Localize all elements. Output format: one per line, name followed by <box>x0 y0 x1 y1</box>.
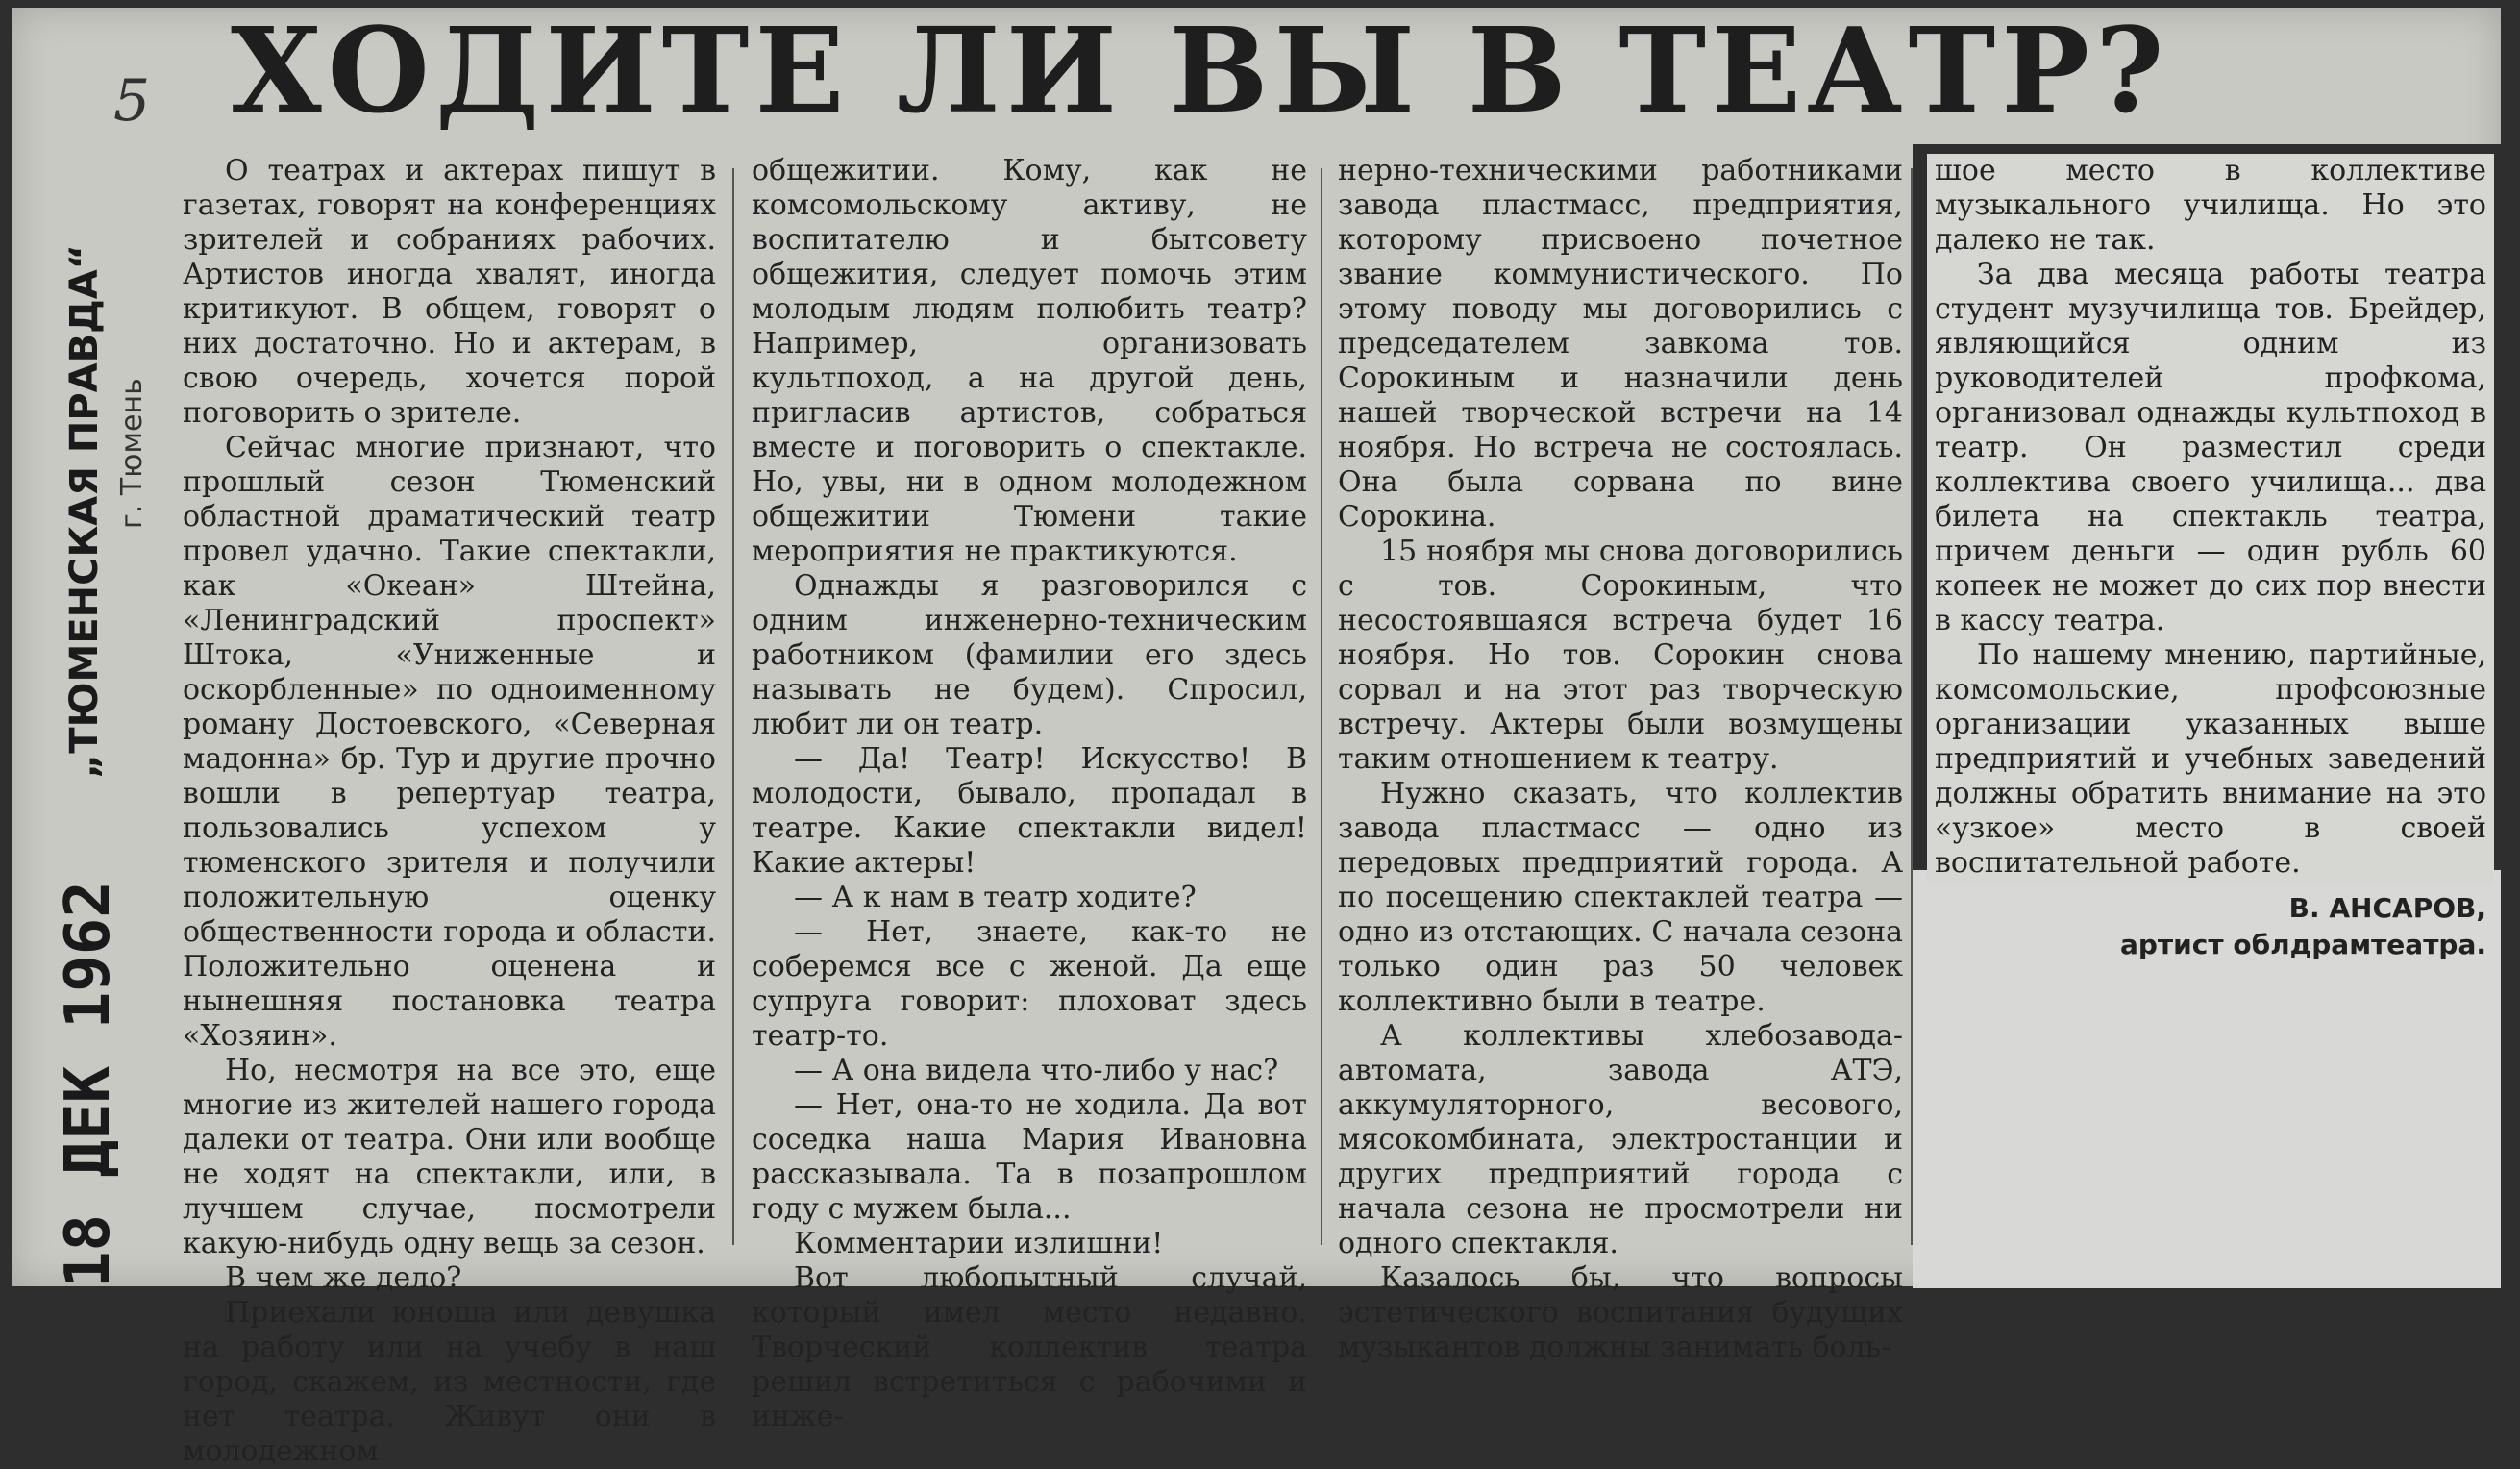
article-column-4 <box>1927 154 2494 960</box>
paragraph: Вот любопытный случай, который имел место недавно. Творческий коллектив театра решил встретиться с рабочими и инже- <box>752 1261 1307 1433</box>
date-stamp: 18 ДЕК 1962 <box>53 881 124 1288</box>
paragraph: О театрах и актерах пишут в газетах, говорят на конференциях зрителей и собраниях рабочих. Артистов иногда хвалят, иногда критикуют. В общем, говорят о них достаточно. Но и актерам, в свою очередь, хочется порой поговорить о зрителе. <box>183 154 716 430</box>
column-rule <box>1911 168 1913 1245</box>
paragraph: — А она видела что-либо у нас? <box>794 1054 1279 1087</box>
article-column-1 <box>183 154 716 1468</box>
paragraph: Комментарии излишни! <box>794 1227 1164 1260</box>
article-column-2 <box>752 154 1307 1433</box>
paragraph: нерно-техническими работниками завода пластмасс, предприятия, которому присвоено почетное звание коммунистического. По этому поводу мы договорились с председателем завкома тов. Сорокиным и назначили день нашей творческой встречи на 14 ноября. Но встреча не состоялась. Она была сорвана по вине Сорокина. <box>1338 154 1903 534</box>
handwritten-page-number: 5 <box>113 67 151 135</box>
column-rule <box>1321 168 1322 1245</box>
paragraph: — А к нам в театр ходите? <box>794 881 1197 914</box>
paragraph: Казалось бы, что вопросы эстетического воспитания будущих музыкантов должны занимать боль- <box>1338 1261 1903 1364</box>
paragraph: — Да! Театр! Искусство! В молодости, бывало, пропадал в театре. Какие спектакли видел! Какие актеры! <box>752 742 1307 880</box>
paragraph: За два месяца работы театра студент музучилища тов. Брейдер, являющийся одним из руководителей профкома, организовал однажды культпоход в театр. Он разместил среди коллектива своего училища... два билета на спектакль театра, причем деньги — один рубль 60 копеек не может до сих пор внести в кассу театра. <box>1935 258 2486 637</box>
paragraph: 15 ноября мы снова договорились с тов. Сорокиным, что несостоявшаяся встреча будет 16 ноября. Но тов. Сорокин снова сорвал и на этот раз творческую встречу. Актеры были возмущены таким отношением к театру. <box>1338 535 1903 776</box>
paragraph: А коллективы хлебозавода-автомата, завода АТЭ, аккумуляторного, весового, мясокомбината, электростанции и других предприятий города с начала сезона не просмотрели ни одного спектакля. <box>1338 1019 1903 1260</box>
city-stamp: г. Тюмень <box>115 378 149 529</box>
paragraph: общежитии. Кому, как не комсомольскому активу, не воспитателю и бытсовету общежития, следует помочь этим молодым людям полюбить театр? Например, организовать культпоход, а на другой день, пригласив артистов, собраться вместе и поговорить о спектакле. Но, увы, ни в одном молодежном общежитии Тюмени такие мероприятия не практикуются. <box>752 154 1307 568</box>
author-signature <box>1935 890 2486 963</box>
article-column-3 <box>1338 154 1903 1364</box>
headline: ХОДИТЕ ЛИ ВЫ В ТЕАТР? <box>231 1 2170 139</box>
paragraph: По нашему мнению, партийные, комсомольские, профсоюзные организации указанных выше предприятий и учебных заведений должны обратить внимание на это «узкое» место в своей воспитательной работе. <box>1935 638 2486 880</box>
paragraph: В чем же дело? <box>225 1261 462 1295</box>
paragraph: Однажды я разговорился с одним инженерно-техническим работником (фамилии его здесь называть не будем). Спросил, любит ли он театр. <box>752 569 1307 741</box>
column-rule <box>732 168 734 1245</box>
paragraph: — Нет, она-то не ходила. Да вот соседка наша Мария Ивановна рассказывала. Та в позапрошлом году с мужем была... <box>752 1088 1307 1226</box>
paragraph: Сейчас многие признают, что прошлый сезон Тюменский областной драматический театр провел удачно. Такие спектакли, как «Океан» Штейна, «Ленинградский проспект» Штока, «Униженные и оскорбленные» по одноименному роману Достоевского, «Северная мадонна» бр. Тур и другие прочно вошли в репертуар театра, пользовались успехом у тюменского зрителя и получили положительную оценку общественности города и области. Положительно оценена и нынешняя постановка театра «Хозяин». <box>183 431 716 1053</box>
author-name: В. АНСАРОВ, <box>2288 892 2486 924</box>
source-stamp: „ТЮМЕНСКАЯ ПРАВДА“ <box>62 244 107 779</box>
paragraph: — Нет, знаете, как-то не соберемся все с женой. Да еще супруга говорит: плоховат здесь театр-то. <box>752 915 1307 1053</box>
paragraph: шое место в коллективе музыкального училища. Но это далеко не так. <box>1935 154 2486 257</box>
paragraph: Нужно сказать, что коллектив завода пластмасс — одно из передовых предприятий города. А по посещению спектаклей театра — одно из отстающих. С начала сезона только один раз 50 человек коллективно были в театре. <box>1338 777 1903 1018</box>
author-role: артист облдрамтеатра. <box>2119 929 2486 960</box>
paragraph: Но, несмотря на все это, еще многие из жителей нашего города далеки от театра. Они или вообще не ходят на спектакли, или, в лучшем случае, посмотрели какую-нибудь одну вещь за сезон. <box>183 1054 716 1260</box>
paragraph: Приехали юноша или девушка на работу или на учебу в наш город, скажем, из местности, где нет театра. Живут они в молодежном <box>183 1296 716 1468</box>
